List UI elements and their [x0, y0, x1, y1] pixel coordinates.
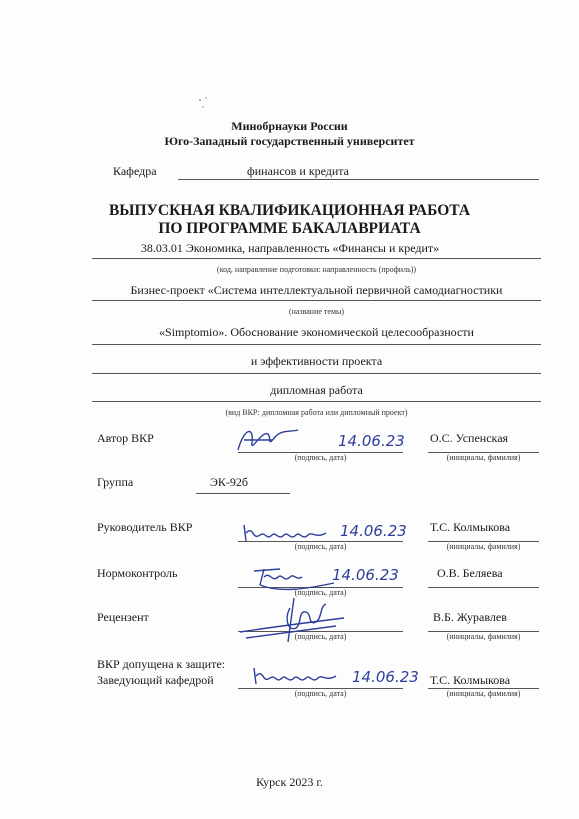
group-value: ЭК-92б: [210, 475, 249, 489]
city-year: Курск 2023 г.: [256, 775, 323, 789]
reviewer-signature: [236, 588, 348, 648]
scan-specks: [198, 96, 210, 110]
direction-rule: [92, 258, 541, 259]
normcontrol-name-rule: [428, 587, 539, 588]
direction-value: 38.03.01 Экономика, направленность «Финансы и кредит»: [140, 241, 440, 255]
admission-label: ВКР допущена к защите:: [97, 657, 225, 671]
head-of-department-name: Т.С. Колмыкова: [430, 673, 511, 687]
author-sign-date: 14.06.23: [338, 432, 405, 450]
author-signature: [232, 420, 302, 458]
thesis-title-line2: ПО ПРОГРАММЕ БАКАЛАВРИАТА: [158, 220, 421, 237]
university-name: Юго-Западный государственный университет: [164, 134, 415, 148]
supervisor-sign-caption: (подпись, дата): [294, 542, 347, 551]
topic-rule3: [92, 373, 541, 374]
work-type-rule: [92, 401, 541, 402]
work-type-value: дипломная работа: [270, 383, 363, 397]
admission-name-caption: (инициалы, фамилия): [446, 689, 521, 698]
reviewer-label: Рецензент: [97, 610, 149, 624]
thesis-title-line1: ВЫПУСКНАЯ КВАЛИФИКАЦИОННАЯ РАБОТА: [108, 202, 471, 219]
supervisor-name: Т.С. Колмыкова: [430, 520, 511, 534]
topic-caption: (название темы): [288, 307, 345, 316]
department-rule: [178, 179, 539, 180]
reviewer-sign-caption: (подпись, дата): [294, 632, 347, 641]
department-label: Кафедра: [113, 164, 157, 178]
author-name: О.С. Успенская: [430, 431, 509, 445]
normcontrol-sign-caption: (подпись, дата): [294, 588, 347, 597]
reviewer-name: В.Б. Журавлев: [433, 610, 507, 624]
reviewer-name-caption: (инициалы, фамилия): [446, 632, 521, 641]
normcontrol-label: Нормоконтроль: [97, 566, 178, 580]
work-type-caption: (вид ВКР: дипломная работа или дипломный проект): [225, 408, 408, 417]
supervisor-sign-date: 14.06.23: [340, 522, 407, 540]
direction-caption: (код, направление подготовки: направленность (профиль)): [216, 265, 417, 274]
topic-rule1: [92, 300, 541, 301]
normcontrol-sign-date: 14.06.23: [332, 566, 399, 584]
supervisor-name-caption: (инициалы, фамилия): [446, 542, 521, 551]
group-rule: [196, 493, 290, 494]
normcontrol-name: О.В. Беляева: [437, 566, 503, 580]
author-sign-caption: (подпись, дата): [294, 453, 347, 462]
topic-line2: «Simptomio». Обоснование экономической целесообразности: [159, 325, 474, 339]
ministry-name: Минобрнауки России: [231, 119, 348, 133]
topic-rule2: [92, 344, 541, 345]
author-name-caption: (инициалы, фамилия): [446, 453, 521, 462]
group-label: Группа: [97, 475, 134, 489]
admission-sign-date: 14.06.23: [352, 668, 419, 686]
topic-line1: Бизнес-проект «Система интеллектуальной первичной самодиагностики: [130, 283, 503, 297]
head-of-department-label: Заведующий кафедрой: [97, 673, 214, 687]
author-label: Автор ВКР: [97, 431, 154, 445]
supervisor-signature: [240, 521, 332, 545]
topic-line3: и эффективности проекта: [250, 354, 383, 368]
department-value: финансов и кредита: [246, 164, 350, 178]
admission-sign-caption: (подпись, дата): [294, 689, 347, 698]
admission-signature: [250, 664, 342, 688]
supervisor-label: Руководитель ВКР: [97, 520, 193, 534]
